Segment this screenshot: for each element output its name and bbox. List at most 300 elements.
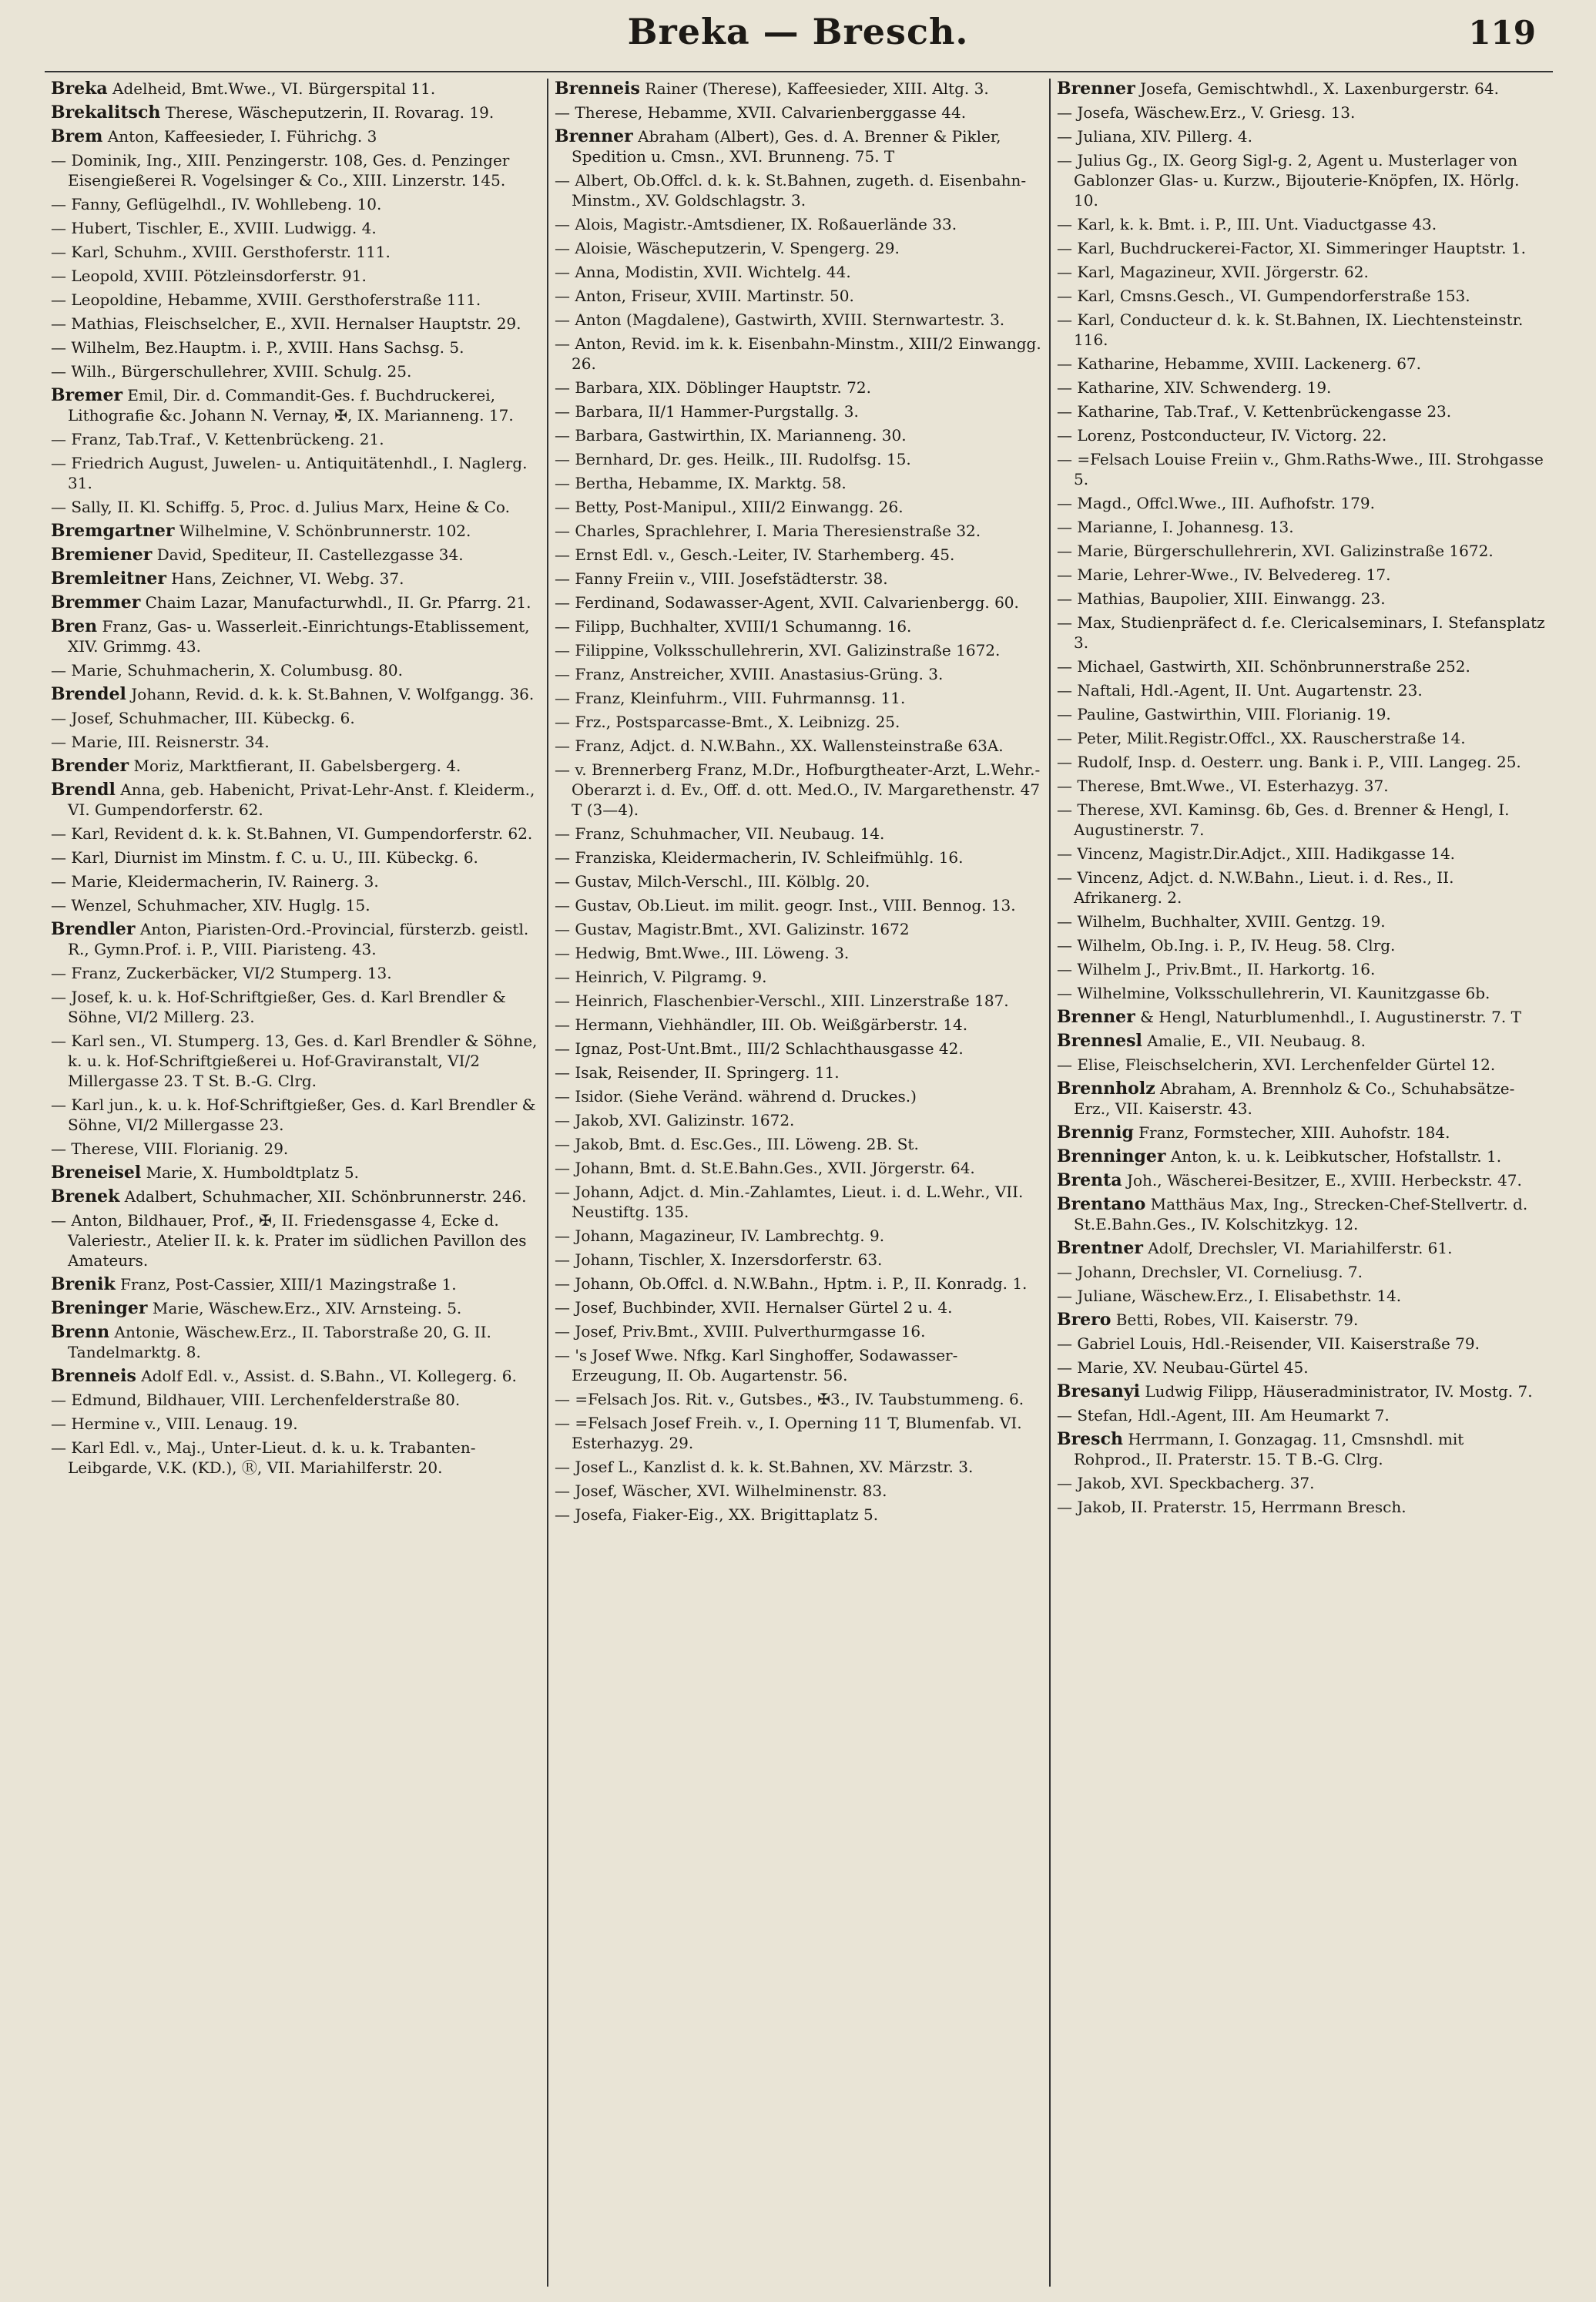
entry-text: — Karl, Revident d. k. k. St.Bahnen, VI. Gumpendorferstr. 62. bbox=[51, 824, 533, 843]
directory-entry bbox=[1057, 752, 1545, 772]
entry-text: — Josef, Wäscher, XVI. Wilhelminenstr. 83. bbox=[555, 1482, 887, 1500]
directory-entry bbox=[51, 847, 541, 867]
directory-entry bbox=[555, 1182, 1043, 1222]
directory-entry bbox=[555, 1015, 1043, 1035]
entry-text: Anton, k. u. k. Leibkutscher, Hofstallstr. 1. bbox=[1165, 1147, 1502, 1166]
entry-text: — Karl, Buchdruckerei-Factor, XI. Simmeringer Hauptstr. 1. bbox=[1057, 239, 1526, 257]
entry-text: — Gustav, Ob.Lieut. im milit. geogr. Inst., VIII. Bennog. 13. bbox=[555, 896, 1016, 914]
entry-text: — Franz, Schuhmacher, VII. Neubaug. 14. bbox=[555, 824, 885, 843]
entry-text: — Johann, Tischler, X. Inzersdorferstr. 63. bbox=[555, 1250, 883, 1269]
entry-surname: Bremmer bbox=[51, 592, 141, 612]
directory-entry bbox=[555, 640, 1043, 660]
directory-entry bbox=[51, 919, 541, 959]
entry-surname: Brennig bbox=[1057, 1122, 1134, 1143]
directory-entry bbox=[555, 712, 1043, 732]
entry-text: — Franz, Adjct. d. N.W.Bahn., XX. Wallensteinstraße 63A. bbox=[555, 737, 1004, 755]
directory-entry bbox=[1057, 565, 1545, 585]
directory-entry bbox=[1057, 262, 1545, 282]
directory-entry bbox=[51, 102, 541, 122]
directory-entry bbox=[555, 569, 1043, 589]
directory-entry bbox=[1057, 425, 1545, 445]
entry-surname: Breka bbox=[51, 79, 108, 99]
entry-text: Abraham (Albert), Ges. d. A. Brenner & Pikler, Spedition u. Cmsn., XVI. Brunneng. 75. T bbox=[572, 127, 1001, 166]
entry-text: — Anton, Bildhauer, Prof., ✠, II. Friedensgasse 4, Ecke d. Valeriestr., Atelier II. k. k. Prater im südlichen Pavillon des Amateurs. bbox=[51, 1211, 527, 1270]
entry-text: — Dominik, Ing., XIII. Penzingerstr. 108, Ges. d. Penzinger Eisengießerei R. Vogelsinger & Co., XIII. Linzerstr. 145. bbox=[51, 151, 510, 190]
entry-text: — Barbara, Gastwirthin, IX. Marianneng. 30. bbox=[555, 426, 907, 445]
entry-text: — =Felsach Josef Freih. v., I. Operning 11 T, Blumenfab. VI. Esterhazyg. 29. bbox=[555, 1414, 1022, 1452]
directory-entry bbox=[51, 126, 541, 146]
entry-text: — Julius Gg., IX. Georg Sigl-g. 2, Agent u. Musterlager von Gablonzer Glas- u. Kurzw., Bijouterie-Knöpfen, IX. Hörlg. 10. bbox=[1057, 151, 1520, 210]
header-rule bbox=[45, 71, 1553, 72]
entry-surname: Brem bbox=[51, 126, 103, 146]
entry-text: — Ferdinand, Sodawasser-Agent, XVII. Calvarienbergg. 60. bbox=[555, 593, 1019, 612]
directory-entry bbox=[51, 684, 541, 704]
directory-entry bbox=[51, 895, 541, 915]
directory-entry bbox=[1057, 1429, 1545, 1469]
entry-text: — Karl jun., k. u. k. Hof-Schriftgießer, Ges. d. Karl Brendler & Söhne, VI/2 Millergasse 23. bbox=[51, 1096, 536, 1134]
entry-text: Adolf Edl. v., Assist. d. S.Bahn., VI. Kollegerg. 6. bbox=[136, 1367, 517, 1385]
entry-surname: Bresanyi bbox=[1057, 1381, 1140, 1401]
page-number: 119 bbox=[1468, 14, 1536, 52]
directory-entry bbox=[51, 1095, 541, 1135]
page-title: Breka — Bresch. bbox=[627, 11, 969, 52]
directory-entry bbox=[51, 218, 541, 238]
directory-entry bbox=[1057, 1007, 1545, 1027]
entry-text: — =Felsach Jos. Rit. v., Gutsbes., ✠3., IV. Taubstummeng. 6. bbox=[555, 1390, 1024, 1408]
entry-text: — Max, Studienpräfect d. f.e. Clericalseminars, I. Stefansplatz 3. bbox=[1057, 613, 1545, 652]
directory-entry bbox=[51, 963, 541, 983]
column-right bbox=[1049, 79, 1551, 2287]
entry-text: — Hermann, Viehhändler, III. Ob. Weißgärberstr. 14. bbox=[555, 1015, 968, 1034]
directory-entry bbox=[555, 545, 1043, 565]
entry-text: Franz, Formstecher, XIII. Auhofstr. 184. bbox=[1133, 1123, 1450, 1142]
entry-text: & Hengl, Naturblumenhdl., I. Augustinerstr. 7. T bbox=[1135, 1008, 1521, 1026]
entry-text: — Naftali, Hdl.-Agent, II. Unt. Augartenstr. 23. bbox=[1057, 681, 1423, 700]
directory-entry bbox=[555, 1086, 1043, 1106]
directory-entry bbox=[555, 824, 1043, 844]
entry-text: Josefa, Gemischtwhdl., X. Laxenburgerstr. 64. bbox=[1135, 79, 1499, 98]
entry-text: — Barbara, II/1 Hammer-Purgstallg. 3. bbox=[555, 402, 859, 421]
entry-text: — Karl, Cmsns.Gesch., VI. Gumpendorferstraße 153. bbox=[1057, 287, 1470, 305]
directory-entry bbox=[555, 592, 1043, 612]
directory-entry bbox=[1057, 1405, 1545, 1425]
entry-surname: Brendel bbox=[51, 684, 126, 704]
entry-surname: Bresch bbox=[1057, 1429, 1123, 1449]
directory-entry bbox=[555, 1250, 1043, 1270]
directory-entry bbox=[1057, 214, 1545, 234]
entry-text: — Anna, Modistin, XVII. Wichtelg. 44. bbox=[555, 263, 851, 281]
directory-entry bbox=[51, 1438, 541, 1478]
directory-entry bbox=[555, 473, 1043, 493]
directory-entry bbox=[1057, 1146, 1545, 1166]
entry-text: — Wenzel, Schuhmacher, XIV. Huglg. 15. bbox=[51, 896, 370, 914]
directory-entry bbox=[51, 79, 541, 99]
directory-entry bbox=[555, 688, 1043, 708]
directory-entry bbox=[51, 660, 541, 680]
entry-text: — Johann, Adjct. d. Min.-Zahlamtes, Lieut. i. d. L.Wehr., VII. Neustiftg. 135. bbox=[555, 1183, 1024, 1221]
directory-entry bbox=[555, 449, 1043, 469]
entry-text: Abraham, A. Brennholz & Co., Schuhabsätze-Erz., VII. Kaiserstr. 43. bbox=[1074, 1079, 1515, 1118]
directory-entry bbox=[555, 1389, 1043, 1409]
entry-text: — Jakob, Bmt. d. Esc.Ges., III. Löweng. 2B. St. bbox=[555, 1135, 919, 1153]
entry-text: — Stefan, Hdl.-Agent, III. Am Heumarkt 7. bbox=[1057, 1406, 1390, 1424]
directory-entry bbox=[51, 521, 541, 541]
entry-text: — Marie, Bürgerschullehrerin, XVI. Galizinstraße 1672. bbox=[1057, 542, 1494, 560]
directory-entry bbox=[555, 1134, 1043, 1154]
entry-text: Antonie, Wäschew.Erz., II. Taborstraße 20, G. II. Tandelmarktg. 8. bbox=[68, 1323, 491, 1361]
directory-entry bbox=[51, 1414, 541, 1434]
entry-text: — Karl Edl. v., Maj., Unter-Lieut. d. k. u. k. Trabanten-Leibgarde, V.K. (KD.), Ⓡ, VII. Mariahilferstr. 20. bbox=[51, 1438, 476, 1477]
entry-text: — Johann, Magazineur, IV. Lambrechtg. 9. bbox=[555, 1227, 885, 1245]
directory-entry bbox=[555, 214, 1043, 234]
entry-text: — Leopoldine, Hebamme, XVIII. Gersthoferstraße 111. bbox=[51, 290, 481, 309]
entry-text: — Isak, Reisender, II. Springerg. 11. bbox=[555, 1063, 840, 1082]
entry-text: — Sally, II. Kl. Schiffg. 5, Proc. d. Julius Marx, Heine & Co. bbox=[51, 498, 510, 516]
entry-text: Adalbert, Schuhmacher, XII. Schönbrunnerstr. 246. bbox=[119, 1187, 527, 1206]
directory-entry bbox=[1057, 354, 1545, 374]
directory-entry bbox=[555, 991, 1043, 1011]
entry-surname: Brero bbox=[1057, 1310, 1112, 1330]
directory-entry bbox=[1057, 1357, 1545, 1378]
directory-entry bbox=[51, 1366, 541, 1386]
entry-text: — Bertha, Hebamme, IX. Marktg. 58. bbox=[555, 474, 847, 492]
directory-columns bbox=[45, 79, 1551, 2287]
entry-text: — Fanny Freiin v., VIII. Josefstädterstr. 38. bbox=[555, 569, 888, 588]
entry-text: — Josef, k. u. k. Hof-Schriftgießer, Ges. d. Karl Brendler & Söhne, VI/2 Millerg. 23. bbox=[51, 988, 506, 1026]
directory-entry bbox=[51, 756, 541, 776]
entry-text: — Juliane, Wäschew.Erz., I. Elisabethstr. 14. bbox=[1057, 1287, 1402, 1305]
entry-text: — Albert, Ob.Offcl. d. k. k. St.Bahnen, zugeth. d. Eisenbahn-Minstm., XV. Goldschlagstr. 3. bbox=[555, 171, 1027, 210]
entry-text: Franz, Gas- u. Wasserleit.-Einrichtungs-Etablissement, XIV. Grimmg. 43. bbox=[68, 617, 530, 656]
directory-entry bbox=[51, 780, 541, 820]
entry-text: — Mathias, Fleischselcher, E., XVII. Hernalser Hauptstr. 29. bbox=[51, 314, 521, 333]
entry-surname: Brenninger bbox=[1057, 1146, 1166, 1166]
entry-text: David, Spediteur, II. Castellezgasse 34. bbox=[152, 545, 464, 564]
entry-text: Wilhelmine, V. Schönbrunnerstr. 102. bbox=[174, 522, 471, 540]
directory-entry bbox=[1057, 776, 1545, 796]
entry-text: Marie, X. Humboldtplatz 5. bbox=[141, 1163, 360, 1182]
entry-text: — Vincenz, Adjct. d. N.W.Bahn., Lieut. i. d. Res., II. Afrikanerg. 2. bbox=[1057, 868, 1454, 907]
directory-entry bbox=[51, 1186, 541, 1206]
directory-entry bbox=[555, 847, 1043, 867]
entry-text: Adelheid, Bmt.Wwe., VI. Bürgerspital 11. bbox=[107, 79, 436, 98]
directory-entry bbox=[51, 314, 541, 334]
entry-surname: Brenneis bbox=[555, 79, 640, 99]
directory-entry bbox=[51, 1210, 541, 1270]
entry-surname: Brekalitsch bbox=[51, 102, 161, 122]
directory-entry bbox=[51, 497, 541, 517]
directory-entry bbox=[1057, 1334, 1545, 1354]
directory-entry bbox=[51, 1390, 541, 1410]
directory-entry bbox=[51, 569, 541, 589]
directory-entry bbox=[1057, 1238, 1545, 1258]
entry-text: — Karl, Conducteur d. k. k. St.Bahnen, IX. Liechtensteinstr. 116. bbox=[1057, 310, 1524, 349]
entry-surname: Brenner bbox=[1057, 1007, 1135, 1027]
directory-entry bbox=[555, 1321, 1043, 1341]
directory-entry bbox=[51, 242, 541, 262]
directory-entry bbox=[1057, 150, 1545, 210]
entry-text: — Peter, Milit.Registr.Offcl., XX. Rauscherstraße 14. bbox=[1057, 729, 1466, 747]
directory-entry bbox=[555, 919, 1043, 939]
directory-entry bbox=[1057, 126, 1545, 146]
entry-text: Franz, Post-Cassier, XIII/1 Mazingstraße 1. bbox=[115, 1275, 457, 1294]
entry-surname: Brenner bbox=[1057, 79, 1135, 99]
entry-text: Hans, Zeichner, VI. Webg. 37. bbox=[166, 569, 404, 588]
entry-text: — Katharine, Tab.Traf., V. Kettenbrückengasse 23. bbox=[1057, 402, 1452, 421]
entry-text: — Franziska, Kleidermacherin, IV. Schleifmühlg. 16. bbox=[555, 848, 964, 867]
entry-text: — Filippine, Volksschullehrerin, XVI. Galizinstraße 1672. bbox=[555, 641, 1001, 659]
entry-text: — Juliana, XIV. Pillerg. 4. bbox=[1057, 127, 1252, 146]
directory-entry bbox=[1057, 704, 1545, 724]
directory-entry bbox=[1057, 1122, 1545, 1143]
directory-entry bbox=[51, 385, 541, 425]
entry-text: Anton, Kaffeesieder, I. Führichg. 3 bbox=[102, 127, 377, 146]
entry-text: — Josefa, Fiaker-Eig., XX. Brigittaplatz 5. bbox=[555, 1505, 879, 1524]
entry-surname: Breneisel bbox=[51, 1163, 142, 1183]
entry-text: Therese, Wäscheputzerin, II. Rovarag. 19. bbox=[160, 103, 495, 122]
entry-text: — Heinrich, V. Pilgramg. 9. bbox=[555, 968, 767, 986]
entry-text: — Bernhard, Dr. ges. Heilk., III. Rudolfsg. 15. bbox=[555, 450, 911, 468]
entry-text: — Wilhelm, Ob.Ing. i. P., IV. Heug. 58. Clrg. bbox=[1057, 936, 1396, 955]
entry-text: Anton, Piaristen-Ord.-Provincial, fürsterzb. geistl. R., Gymn.Prof. i. P., VIII. Piaristeng. 43. bbox=[68, 920, 529, 958]
entry-surname: Brentner bbox=[1057, 1238, 1143, 1258]
directory-entry bbox=[1057, 911, 1545, 931]
directory-entry bbox=[555, 126, 1043, 166]
directory-entry bbox=[51, 290, 541, 310]
entry-text: — Anton (Magdalene), Gastwirth, XVIII. Sternwartestr. 3. bbox=[555, 310, 1005, 329]
directory-entry bbox=[1057, 286, 1545, 306]
entry-text: — Karl, Magazineur, XVII. Jörgerstr. 62. bbox=[1057, 263, 1369, 281]
directory-entry bbox=[1057, 612, 1545, 653]
directory-entry bbox=[51, 616, 541, 656]
entry-text: — Ignaz, Post-Unt.Bmt., III/2 Schlachthausgasse 42. bbox=[555, 1039, 964, 1058]
entry-text: — Marie, XV. Neubau-Gürtel 45. bbox=[1057, 1358, 1309, 1377]
directory-entry bbox=[1057, 517, 1545, 537]
directory-entry bbox=[555, 943, 1043, 963]
directory-entry bbox=[555, 616, 1043, 636]
directory-entry bbox=[1057, 1473, 1545, 1493]
entry-text: — Josef, Priv.Bmt., XVIII. Pulverthurmgasse 16. bbox=[555, 1322, 926, 1341]
directory-entry bbox=[1057, 310, 1545, 350]
directory-entry bbox=[555, 102, 1043, 122]
entry-text: Adolf, Drechsler, VI. Mariahilferstr. 61. bbox=[1142, 1239, 1453, 1257]
entry-surname: Brendl bbox=[51, 780, 116, 800]
entry-text: — Anton, Friseur, XVIII. Martinstr. 50. bbox=[555, 287, 854, 305]
entry-text: — Therese, Hebamme, XVII. Calvarienberggasse 44. bbox=[555, 103, 967, 122]
entry-surname: Bremgartner bbox=[51, 521, 175, 541]
directory-entry bbox=[51, 1139, 541, 1159]
directory-entry bbox=[555, 1505, 1043, 1525]
entry-text: — Vincenz, Magistr.Dir.Adjct., XIII. Hadikgasse 14. bbox=[1057, 844, 1456, 863]
entry-surname: Brender bbox=[51, 756, 129, 776]
directory-entry bbox=[51, 592, 541, 612]
directory-entry bbox=[1057, 1055, 1545, 1075]
directory-entry bbox=[1057, 1194, 1545, 1234]
directory-entry bbox=[555, 664, 1043, 684]
entry-text: — Elise, Fleischselcherin, XVI. Lerchenfelder Gürtel 12. bbox=[1057, 1055, 1496, 1074]
directory-entry bbox=[51, 1274, 541, 1294]
entry-text: — Wilhelm J., Priv.Bmt., II. Harkortg. 16. bbox=[1057, 960, 1376, 978]
entry-text: Herrmann, I. Gonzagag. 11, Cmsnshdl. mit Rohprod., II. Praterstr. 15. T B.-G. Clrg. bbox=[1074, 1430, 1464, 1468]
entry-text: — Karl, k. k. Bmt. i. P., III. Unt. Viaductgasse 43. bbox=[1057, 215, 1437, 233]
entry-text: — Josefa, Wäschew.Erz., V. Griesg. 13. bbox=[1057, 103, 1356, 122]
directory-entry bbox=[51, 732, 541, 752]
entry-text: — Hubert, Tischler, E., XVIII. Ludwigg. 4. bbox=[51, 219, 377, 237]
entry-text: — Jakob, II. Praterstr. 15, Herrmann Bresch. bbox=[1057, 1498, 1407, 1516]
entry-text: — Josef, Schuhmacher, III. Kübeckg. 6. bbox=[51, 709, 355, 727]
entry-text: — Josef, Buchbinder, XVII. Hernalser Gürtel 2 u. 4. bbox=[555, 1298, 953, 1317]
directory-entry bbox=[555, 736, 1043, 756]
entry-text: Moriz, Marktfierant, II. Gabelsbergerg. 4. bbox=[129, 757, 461, 775]
directory-entry bbox=[1057, 656, 1545, 676]
entry-text: — Friedrich August, Juwelen- u. Antiquitätenhdl., I. Naglerg. 31. bbox=[51, 454, 528, 492]
directory-entry bbox=[51, 1322, 541, 1362]
entry-text: — Jakob, XVI. Galizinstr. 1672. bbox=[555, 1111, 795, 1129]
entry-text: — Hedwig, Bmt.Wwe., III. Löweng. 3. bbox=[555, 944, 850, 962]
entry-text: — Fanny, Geflügelhdl., IV. Wohllebeng. 10. bbox=[51, 195, 382, 213]
directory-entry bbox=[51, 1163, 541, 1183]
directory-entry bbox=[1057, 1310, 1545, 1330]
directory-entry bbox=[1057, 800, 1545, 840]
directory-entry bbox=[555, 967, 1043, 987]
entry-surname: Brenner bbox=[555, 126, 633, 146]
entry-text: — Wilhelm, Buchhalter, XVIII. Gentzg. 19. bbox=[1057, 912, 1386, 931]
entry-text: — Franz, Kleinfuhrm., VIII. Fuhrmannsg. 11. bbox=[555, 689, 906, 707]
directory-entry bbox=[1057, 378, 1545, 398]
entry-text: — Mathias, Baupolier, XIII. Einwangg. 23. bbox=[1057, 589, 1386, 608]
entry-text: — Leopold, XVIII. Pötzleinsdorferstr. 91. bbox=[51, 267, 367, 285]
directory-entry bbox=[51, 1298, 541, 1318]
entry-text: Ludwig Filipp, Häuseradministrator, IV. Mostg. 7. bbox=[1139, 1382, 1533, 1401]
directory-entry bbox=[555, 497, 1043, 517]
entry-text: — Frz., Postsparcasse-Bmt., X. Leibnizg. 25. bbox=[555, 713, 900, 731]
directory-entry bbox=[51, 871, 541, 891]
entry-surname: Brenik bbox=[51, 1274, 116, 1294]
directory-entry bbox=[1057, 449, 1545, 489]
directory-entry bbox=[555, 1226, 1043, 1246]
entry-text: — Johann, Drechsler, VI. Corneliusg. 7. bbox=[1057, 1263, 1363, 1281]
entry-text: — Karl, Schuhm., XVIII. Gersthoferstr. 111. bbox=[51, 243, 391, 261]
entry-text: — Franz, Tab.Traf., V. Kettenbrückeng. 21. bbox=[51, 430, 384, 448]
directory-entry bbox=[555, 1481, 1043, 1501]
directory-entry bbox=[51, 337, 541, 357]
directory-entry bbox=[555, 760, 1043, 820]
entry-text: — =Felsach Louise Freiin v., Ghm.Raths-Wwe., III. Strohgasse 5. bbox=[1057, 450, 1544, 488]
entry-text: Anna, geb. Habenicht, Privat-Lehr-Anst. f. Kleiderm., VI. Gumpendorferstr. 62. bbox=[68, 780, 535, 819]
directory-entry bbox=[555, 1345, 1043, 1385]
entry-text: — Charles, Sprachlehrer, I. Maria Theresienstraße 32. bbox=[555, 522, 981, 540]
entry-surname: Brentano bbox=[1057, 1194, 1146, 1214]
directory-entry bbox=[1057, 1381, 1545, 1401]
entry-text: — Marianne, I. Johannesg. 13. bbox=[1057, 518, 1294, 536]
directory-entry bbox=[555, 1273, 1043, 1294]
entry-text: — Wilh., Bürgerschullehrer, XVIII. Schulg. 25. bbox=[51, 362, 412, 381]
directory-entry bbox=[555, 425, 1043, 445]
directory-entry bbox=[555, 286, 1043, 306]
directory-entry bbox=[1057, 401, 1545, 421]
entry-text: — Jakob, XVI. Speckbacherg. 37. bbox=[1057, 1474, 1315, 1492]
entry-text: — Marie, Kleidermacherin, IV. Rainerg. 3. bbox=[51, 872, 379, 891]
entry-text: — Hermine v., VIII. Lenaug. 19. bbox=[51, 1414, 298, 1433]
entry-text: — Marie, III. Reisnerstr. 34. bbox=[51, 733, 270, 751]
directory-entry bbox=[1057, 79, 1545, 99]
directory-entry bbox=[555, 521, 1043, 541]
entry-text: — Barbara, XIX. Döblinger Hauptstr. 72. bbox=[555, 378, 871, 397]
column-middle bbox=[547, 79, 1049, 2287]
entry-surname: Brenta bbox=[1057, 1170, 1122, 1190]
entry-text: Rainer (Therese), Kaffeesieder, XIII. Altg. 3. bbox=[639, 79, 989, 98]
directory-entry bbox=[1057, 1170, 1545, 1190]
entry-text: Marie, Wäschew.Erz., XIV. Arnsteing. 5. bbox=[147, 1299, 462, 1317]
directory-entry bbox=[51, 361, 541, 381]
directory-entry bbox=[555, 1413, 1043, 1453]
entry-text: — Wilhelmine, Volksschullehrerin, VI. Kaunitzgasse 6b. bbox=[1057, 984, 1490, 1002]
directory-entry bbox=[555, 1039, 1043, 1059]
directory-entry bbox=[51, 987, 541, 1027]
entry-text: — Marie, Schuhmacherin, X. Columbusg. 80. bbox=[51, 661, 403, 680]
entry-surname: Bremleitner bbox=[51, 569, 166, 589]
entry-surname: Brennesl bbox=[1057, 1031, 1142, 1051]
directory-entry bbox=[1057, 1497, 1545, 1517]
directory-entry bbox=[1057, 1286, 1545, 1306]
entry-surname: Brenneis bbox=[51, 1366, 136, 1386]
directory-entry bbox=[51, 824, 541, 844]
entry-text: — Ernst Edl. v., Gesch.-Leiter, IV. Starhemberg. 45. bbox=[555, 545, 955, 564]
entry-text: — Franz, Zuckerbäcker, VI/2 Stumperg. 13. bbox=[51, 964, 392, 982]
directory-entry bbox=[1057, 102, 1545, 122]
entry-text: — Gustav, Milch-Verschl., III. Kölblg. 20. bbox=[555, 872, 870, 891]
directory-entry bbox=[555, 310, 1043, 330]
entry-text: — Gabriel Louis, Hdl.-Reisender, VII. Kaiserstraße 79. bbox=[1057, 1334, 1480, 1353]
entry-text: — Anton, Revid. im k. k. Eisenbahn-Minstm., XIII/2 Einwangg. 26. bbox=[555, 334, 1041, 373]
directory-entry bbox=[555, 79, 1043, 99]
directory-entry bbox=[1057, 844, 1545, 864]
entry-text: Emil, Dir. d. Commandit-Ges. f. Buchdruckerei, Lithografie &c. Johann N. Vernay, ✠, IX. Marianneng. 17. bbox=[68, 386, 514, 424]
entry-text: — Karl sen., VI. Stumperg. 13, Ges. d. Karl Brendler & Söhne, k. u. k. Hof-Schriftgießerei u. Hof-Graviranstalt, VI/2 Millergasse 23. T St. B.-G. Clrg. bbox=[51, 1032, 538, 1090]
entry-text: — Josef L., Kanzlist d. k. k. St.Bahnen, XV. Märzstr. 3. bbox=[555, 1458, 974, 1476]
entry-text: — Johann, Bmt. d. St.E.Bahn.Ges., XVII. Jörgerstr. 64. bbox=[555, 1159, 975, 1177]
entry-text: Amalie, E., VII. Neubaug. 8. bbox=[1142, 1032, 1366, 1050]
directory-entry bbox=[1057, 867, 1545, 908]
entry-text: Joh., Wäscherei-Besitzer, E., XVIII. Herbeckstr. 47. bbox=[1122, 1171, 1522, 1190]
directory-entry bbox=[1057, 959, 1545, 979]
entry-text: Betti, Robes, VII. Kaiserstr. 79. bbox=[1111, 1310, 1359, 1329]
directory-entry bbox=[555, 238, 1043, 258]
directory-entry bbox=[555, 1457, 1043, 1477]
entry-text: — Magd., Offcl.Wwe., III. Aufhofstr. 179. bbox=[1057, 494, 1375, 512]
entry-text: Matthäus Max, Ing., Strecken-Chef-Stellvertr. d. St.E.Bahn.Ges., IV. Kolschitzkyg. 12. bbox=[1074, 1195, 1528, 1233]
directory-entry bbox=[555, 1297, 1043, 1317]
entry-surname: Brenek bbox=[51, 1186, 120, 1206]
entry-text: Johann, Revid. d. k. k. St.Bahnen, V. Wolfgangg. 36. bbox=[126, 685, 535, 703]
entry-text: — Pauline, Gastwirthin, VIII. Florianig. 19. bbox=[1057, 705, 1391, 723]
directory-entry bbox=[555, 1158, 1043, 1178]
directory-entry bbox=[51, 194, 541, 214]
directory-entry bbox=[555, 895, 1043, 915]
directory-entry bbox=[51, 429, 541, 449]
directory-entry bbox=[555, 871, 1043, 891]
directory-entry bbox=[555, 334, 1043, 374]
entry-text: — Wilhelm, Bez.Hauptm. i. P., XVIII. Hans Sachsg. 5. bbox=[51, 338, 464, 357]
directory-entry bbox=[555, 401, 1043, 421]
entry-text: — Michael, Gastwirth, XII. Schönbrunnerstraße 252. bbox=[1057, 657, 1470, 676]
directory-entry bbox=[1057, 728, 1545, 748]
entry-text: — Therese, XVI. Kaminsg. 6b, Ges. d. Brenner & Hengl, I. Augustinerstr. 7. bbox=[1057, 800, 1510, 839]
entry-text: — Katharine, Hebamme, XVIII. Lackenerg. 67. bbox=[1057, 354, 1421, 373]
entry-text: — v. Brennerberg Franz, M.Dr., Hofburgtheater-Arzt, L.Wehr.-Oberarzt i. d. Ev., Off. d. ott. Med.O., IV. Margarethenstr. 47 T (3—4). bbox=[555, 760, 1041, 819]
entry-surname: Bren bbox=[51, 616, 98, 636]
entry-text: — Aloisie, Wäscheputzerin, V. Spengerg. 29. bbox=[555, 239, 900, 257]
